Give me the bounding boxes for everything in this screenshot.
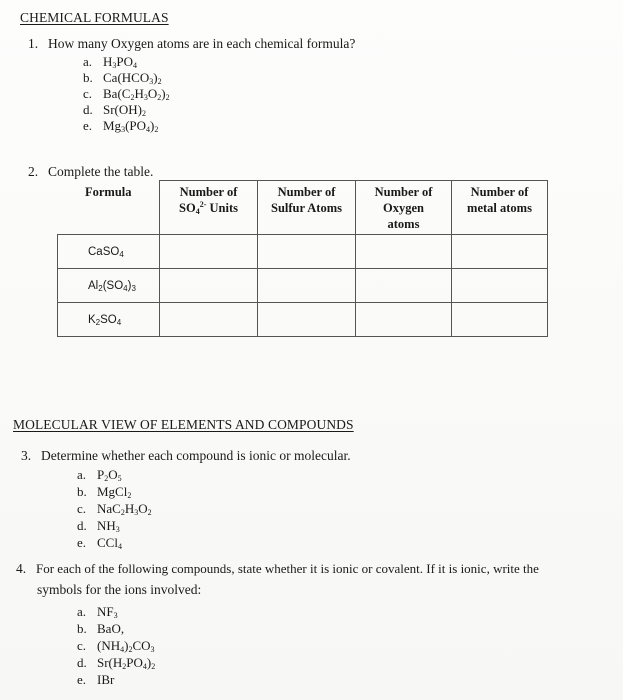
formula-part: ) bbox=[153, 70, 158, 85]
q1-item-c-letter: c. bbox=[83, 86, 93, 101]
formula-part: CCl bbox=[97, 535, 118, 550]
formula-part: 4 bbox=[123, 283, 128, 293]
formula-part: (SO bbox=[102, 279, 124, 292]
formula-part: 3 bbox=[115, 525, 120, 534]
formula-part: 2 bbox=[95, 317, 101, 327]
question-1 bbox=[28, 36, 355, 52]
formula-part: 3 bbox=[131, 283, 136, 293]
question-3-number: 3. bbox=[21, 448, 32, 463]
header-formula bbox=[58, 181, 160, 235]
q3-item-d-letter: d. bbox=[77, 518, 87, 533]
formula-part: Ba(C bbox=[103, 86, 131, 101]
formula-part: K bbox=[88, 313, 96, 326]
question-2-number: 2. bbox=[28, 164, 39, 179]
formula-part: H bbox=[124, 501, 135, 516]
formula-part: BaO, bbox=[97, 621, 125, 636]
question-3-text: Determine whether each compound is ionic or molecular. bbox=[41, 448, 351, 463]
formula-part: 3 bbox=[112, 61, 117, 70]
formula-part: Ca(HCO bbox=[103, 70, 150, 85]
q4-item-b-letter: b. bbox=[77, 621, 87, 636]
q4-item-b bbox=[77, 621, 124, 637]
q1-item-c bbox=[83, 86, 170, 102]
formula-part: CO bbox=[132, 638, 151, 653]
answer-cell-so4[interactable] bbox=[160, 303, 258, 337]
q4-item-c-letter: c. bbox=[77, 638, 87, 653]
section-title-chemical-formulas: CHEMICAL FORMULAS bbox=[20, 10, 169, 25]
q1-item-c-formula bbox=[103, 86, 170, 101]
formula-part: 2 bbox=[128, 645, 133, 654]
q1-item-d-letter: d. bbox=[83, 102, 93, 117]
q1-item-a-formula bbox=[103, 54, 137, 69]
row-formula-caso4-text bbox=[88, 246, 124, 258]
formula-part: CaSO bbox=[88, 245, 120, 258]
formula-part: ) bbox=[146, 655, 152, 670]
header-metal-atoms bbox=[452, 181, 548, 235]
question-4 bbox=[16, 561, 539, 577]
formula-part: (PO bbox=[125, 118, 147, 133]
q4-item-e-letter: e. bbox=[77, 672, 87, 687]
formula-part: H bbox=[103, 54, 113, 69]
formula-part: Sr(H bbox=[97, 655, 123, 670]
sulfate-table bbox=[57, 180, 548, 337]
formula-part: 4 bbox=[116, 317, 122, 327]
q3-item-b bbox=[77, 484, 131, 500]
header-metal-line2: metal atoms bbox=[467, 201, 532, 215]
formula-part: 2 bbox=[98, 283, 103, 293]
q4-item-b-formula bbox=[97, 621, 124, 636]
q1-item-b bbox=[83, 70, 162, 86]
q4-item-c bbox=[77, 638, 155, 654]
answer-cell-metal[interactable] bbox=[452, 235, 548, 269]
formula-part: 2 bbox=[127, 491, 132, 500]
formula-part: O bbox=[108, 467, 118, 482]
header-so4-sup: 2- bbox=[199, 200, 207, 209]
answer-cell-oxygen[interactable] bbox=[356, 269, 452, 303]
q4-item-c-formula bbox=[97, 638, 155, 653]
formula-part: 4 bbox=[133, 61, 138, 70]
table-row bbox=[58, 269, 548, 303]
answer-cell-so4[interactable] bbox=[160, 235, 258, 269]
q4-item-e bbox=[77, 672, 114, 688]
q3-item-c-letter: c. bbox=[77, 501, 87, 516]
answer-cell-oxygen[interactable] bbox=[356, 303, 452, 337]
q1-item-d-formula bbox=[103, 102, 146, 117]
formula-part: ) bbox=[127, 279, 132, 292]
q3-item-d-formula bbox=[97, 518, 120, 533]
formula-part: 2 bbox=[104, 474, 109, 483]
q3-item-c bbox=[77, 501, 152, 517]
formula-part: SO bbox=[100, 313, 117, 326]
q3-item-d bbox=[77, 518, 120, 534]
formula-part: 3 bbox=[134, 508, 139, 517]
answer-cell-sulfur[interactable] bbox=[258, 303, 356, 337]
formula-part: NH bbox=[97, 518, 116, 533]
answer-cell-sulfur[interactable] bbox=[258, 235, 356, 269]
answer-cell-metal[interactable] bbox=[452, 303, 548, 337]
formula-part: 4 bbox=[146, 125, 151, 134]
formula-part: 2 bbox=[151, 662, 156, 671]
formula-part: ) bbox=[124, 638, 129, 653]
q4-item-e-formula bbox=[97, 672, 114, 687]
formula-part: ) bbox=[161, 86, 166, 101]
formula-part: ) bbox=[150, 118, 155, 133]
q4-item-d bbox=[77, 655, 155, 671]
table-row bbox=[58, 235, 548, 269]
q4-item-d-letter: d. bbox=[77, 655, 87, 670]
q3-item-a-letter: a. bbox=[77, 467, 87, 482]
header-so4-base: SO bbox=[179, 201, 196, 215]
formula-part: 2 bbox=[120, 508, 125, 517]
q1-item-b-formula bbox=[103, 70, 162, 85]
formula-part: PO bbox=[116, 54, 134, 69]
row-formula-al2so43 bbox=[58, 269, 160, 303]
header-sulfur-line1: Number of bbox=[277, 185, 336, 199]
question-4-number: 4. bbox=[16, 561, 27, 576]
formula-part: Al bbox=[88, 279, 99, 292]
header-formula-label: Formula bbox=[84, 184, 132, 199]
question-3 bbox=[21, 448, 351, 464]
answer-cell-oxygen[interactable] bbox=[356, 235, 452, 269]
q4-item-a-letter: a. bbox=[77, 604, 87, 619]
q3-item-a-formula bbox=[97, 467, 122, 482]
q1-item-a bbox=[83, 54, 137, 70]
formula-part: NaC bbox=[97, 501, 121, 516]
row-formula-caso4 bbox=[58, 235, 160, 269]
row-formula-k2so4-text bbox=[88, 314, 121, 326]
header-so4-sub: 4 bbox=[195, 207, 200, 216]
formula-part: 2 bbox=[157, 77, 162, 86]
header-so4-tail: Units bbox=[206, 201, 238, 215]
formula-part: 4 bbox=[117, 542, 122, 551]
q3-item-c-formula bbox=[97, 501, 152, 516]
q1-item-e-formula bbox=[103, 118, 158, 133]
row-formula-al2so43-text bbox=[88, 280, 136, 292]
formula-part: 3 bbox=[149, 77, 154, 86]
formula-part: 3 bbox=[150, 645, 155, 654]
formula-part: IBr bbox=[97, 672, 115, 687]
header-metal-line1: Number of bbox=[470, 185, 529, 199]
answer-cell-metal[interactable] bbox=[452, 269, 548, 303]
formula-part: NF bbox=[97, 604, 114, 619]
q3-item-e-formula bbox=[97, 535, 122, 550]
formula-part: 5 bbox=[117, 474, 122, 483]
header-sulfur-line2: Sulfur Atoms bbox=[271, 201, 342, 215]
formula-part: (NH bbox=[97, 638, 121, 653]
formula-part: O bbox=[147, 86, 158, 101]
formula-part: 2 bbox=[130, 93, 135, 102]
question-1-number: 1. bbox=[28, 36, 39, 51]
question-4-text-line2: symbols for the ions involved: bbox=[37, 582, 202, 597]
q3-item-a bbox=[77, 467, 122, 483]
formula-part: Mg bbox=[103, 118, 122, 133]
formula-part: 3 bbox=[143, 93, 148, 102]
formula-part: Sr(OH) bbox=[103, 102, 142, 117]
q1-item-a-letter: a. bbox=[83, 54, 93, 69]
formula-part: 2 bbox=[122, 662, 127, 671]
formula-part: O bbox=[138, 501, 148, 516]
table-header-row bbox=[58, 181, 548, 235]
row-formula-k2so4 bbox=[58, 303, 160, 337]
formula-part: 2 bbox=[165, 93, 170, 102]
formula-part: PO bbox=[126, 655, 143, 670]
formula-part: 2 bbox=[147, 508, 152, 517]
header-oxygen-line1: Number of bbox=[374, 185, 433, 199]
q3-item-b-formula bbox=[97, 484, 131, 499]
q3-item-e bbox=[77, 535, 122, 551]
question-4-text-line1: For each of the following compounds, state whether it is ionic or covalent. If it is ionic, write the bbox=[36, 561, 539, 576]
formula-part: 4 bbox=[142, 662, 147, 671]
answer-cell-sulfur[interactable] bbox=[258, 269, 356, 303]
q1-item-e-letter: e. bbox=[83, 118, 93, 133]
header-so4-line1: Number of bbox=[179, 185, 238, 199]
formula-part: 3 bbox=[121, 125, 126, 134]
header-oxygen-atoms bbox=[356, 181, 452, 235]
formula-part: 4 bbox=[119, 249, 124, 259]
q1-item-b-letter: b. bbox=[83, 70, 93, 85]
q1-item-e bbox=[83, 118, 158, 134]
formula-part: 2 bbox=[154, 125, 159, 134]
formula-part: P bbox=[97, 467, 105, 482]
question-2-text: Complete the table. bbox=[48, 164, 154, 179]
question-2 bbox=[28, 164, 153, 180]
table-row bbox=[58, 303, 548, 337]
header-oxygen-line2: Oxygen bbox=[383, 201, 424, 215]
q4-item-a bbox=[77, 604, 118, 620]
header-oxygen-line3: atoms bbox=[387, 217, 420, 231]
formula-part: 4 bbox=[120, 645, 125, 654]
q3-item-b-letter: b. bbox=[77, 484, 87, 499]
header-so4-units bbox=[160, 181, 258, 235]
q4-item-d-formula bbox=[97, 655, 155, 670]
header-sulfur-atoms bbox=[258, 181, 356, 235]
q1-item-d bbox=[83, 102, 146, 118]
question-1-text: How many Oxygen atoms are in each chemical formula? bbox=[48, 36, 356, 51]
formula-part: MgCl bbox=[97, 484, 128, 499]
q4-item-a-formula bbox=[97, 604, 118, 619]
formula-part: 2 bbox=[142, 109, 146, 118]
formula-part: H bbox=[134, 86, 144, 101]
section-title-molecular-view: MOLECULAR VIEW OF ELEMENTS AND COMPOUNDS bbox=[13, 417, 354, 432]
formula-part: 2 bbox=[157, 93, 162, 102]
q3-item-e-letter: e. bbox=[77, 535, 87, 550]
answer-cell-so4[interactable] bbox=[160, 269, 258, 303]
formula-part: 3 bbox=[113, 611, 118, 620]
